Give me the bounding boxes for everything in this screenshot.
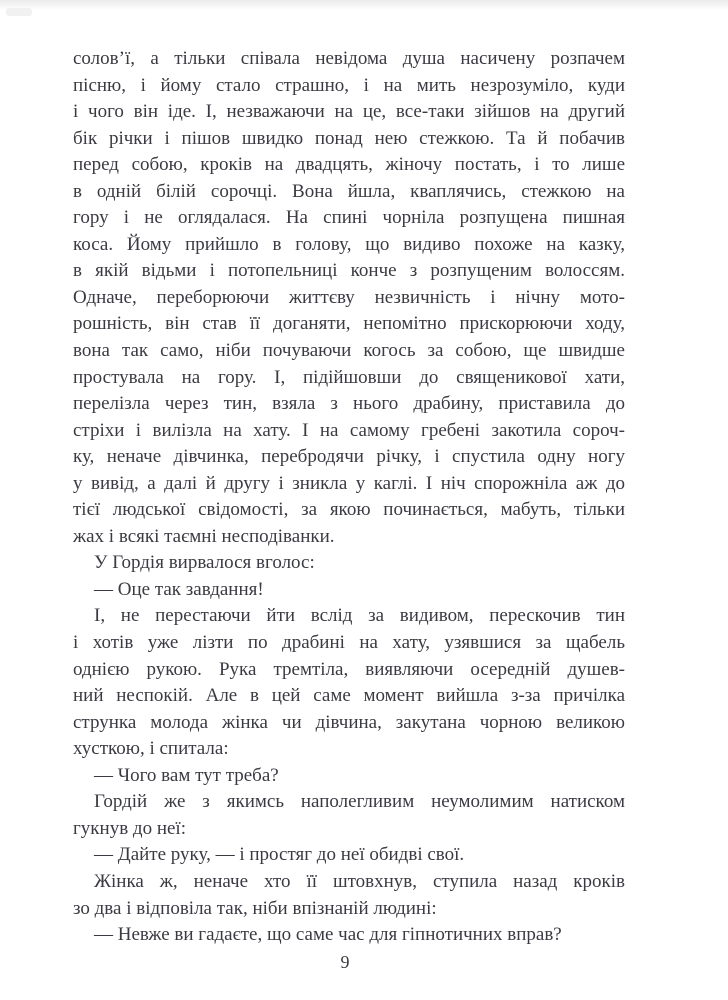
text-line: — Дайте руку, — і простяг до неї обидві свої. xyxy=(94,844,465,866)
text-line: однією рукою. Рука тремтіла, виявляючи осередній душев- xyxy=(73,658,625,680)
text-line: гукнув до неї: xyxy=(73,817,186,839)
text-line: зо два і відповіла так, ніби впізнаній людині: xyxy=(73,897,437,919)
text-line: у вивід, а далі й другу і зникла у каглі. І ніч спорожніла аж до xyxy=(73,472,625,494)
text-line: в якій відьми і потопельниці конче з розпущеним волоссям. xyxy=(73,260,625,282)
text-line: Жінка ж, неначе хто її штовхнув, ступила назад кроків xyxy=(94,870,625,892)
text-line: і чого він іде. І, незважаючи на це, все-таки зійшов на другий xyxy=(73,101,625,123)
text-line: жах і всякі таємні несподіванки. xyxy=(73,525,335,547)
text-line: коса. Йому прийшло в голову, що видиво похоже на казку, xyxy=(73,233,625,255)
text-line: І, не перестаючи йти вслід за видивом, перескочив тин xyxy=(94,605,625,627)
text-line: ку, неначе дівчинка, перебродячи річку, і спустила одну ногу xyxy=(73,446,625,468)
page-number: 9 xyxy=(340,952,350,972)
text-line: — Оце так завдання! xyxy=(94,578,264,600)
text-line: в одній білій сорочці. Вона йшла, кваплячись, стежкою на xyxy=(73,180,625,202)
corner-artifact xyxy=(6,8,32,16)
text-line: і хотів уже лізти по драбині на хату, узявшися за щабель xyxy=(73,632,625,654)
text-line: стріхи і вилізла на хату. І на самому гребені закотила сороч- xyxy=(73,419,625,441)
text-line: тієї людської свідомості, за якою починається, мабуть, тільки xyxy=(73,499,625,521)
text-line: — Невже ви гадаєте, що саме час для гіпнотичних вправ? xyxy=(94,924,562,946)
text-line: гору і не оглядалася. На спині чорніла розпущена пишная xyxy=(73,207,625,229)
text-line: солов’ї, а тільки співала невідома душа насичену розпачем xyxy=(73,48,625,69)
text-line: перелізла через тин, взяла з нього драбину, приставила до xyxy=(73,393,625,415)
page-text xyxy=(73,46,625,949)
text-line: ний неспокій. Але в цей саме момент вийшла з-за причілка xyxy=(73,685,625,707)
page-top-shadow xyxy=(0,0,728,10)
text-line: бік річки і пішов швидко понад нею стежкою. Та й побачив xyxy=(73,127,625,149)
text-line: Гордій же з якимсь наполегливим неумолимим натиском xyxy=(94,791,625,813)
text-line: перед собою, кроків на двадцять, жіночу постать, і то лише xyxy=(73,154,625,176)
text-line: Одначе, переборюючи життєву незвичність і нічну мото- xyxy=(73,286,625,308)
text-line: струнка молода жінка чи дівчина, закутана чорною великою xyxy=(73,711,625,733)
text-line: У Гордія вирвалося вголос: xyxy=(94,552,315,574)
text-line: простувала на гору. І, підійшовши до священикової хати, xyxy=(73,366,625,388)
text-line: рошність, він став її доганяти, непомітно прискорюючи ходу, xyxy=(73,313,625,335)
text-line: хусткою, і спитала: xyxy=(73,738,229,760)
text-line: пісню, і йому стало страшно, і на мить незрозуміло, куди xyxy=(73,74,625,96)
text-line: вона так само, ніби почуваючи когось за собою, ще швидше xyxy=(73,340,625,362)
text-line: — Чого вам тут треба? xyxy=(94,764,279,786)
